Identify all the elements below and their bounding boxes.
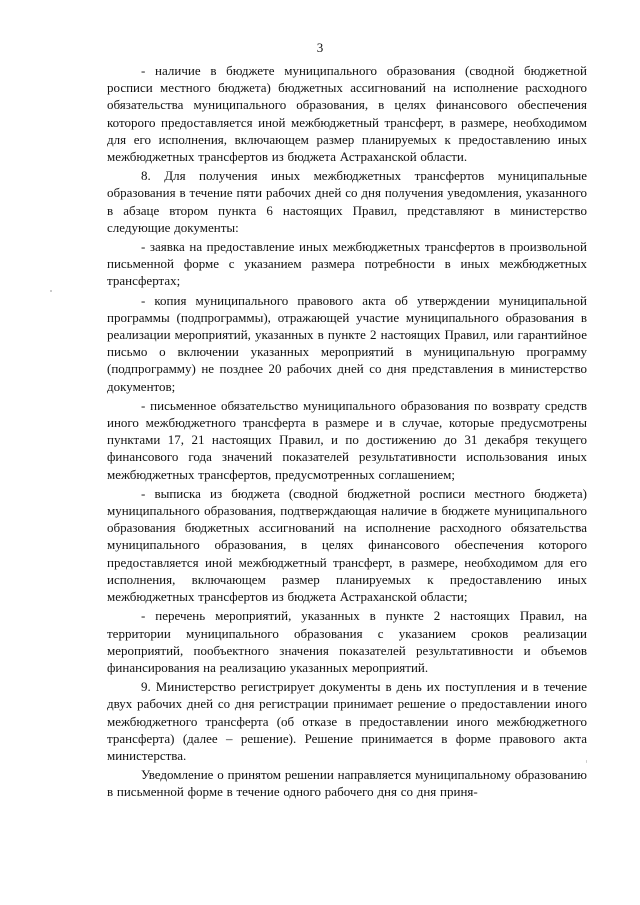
paragraph-notification: Уведомление о принятом решении направляется муниципальному образованию в письменной форме в течение одного рабочего дня со дня приня- bbox=[107, 767, 587, 800]
paragraph-written-obligation: - письменное обязательство муниципального образования по возврату средств иного межбюджетного трансферта в размере и в случае, которые предусмотрены пунктами 17, 21 настоящих Правил, и по достижению до 31 декабря текущего финансового года значений показателей результативности использования иных межбюджетных трансфертов, предусмотренных соглашением; bbox=[107, 397, 587, 482]
page-number: 3 bbox=[316, 40, 324, 55]
paragraph-legal-act-copy: - копия муниципального правового акта об утверждении муниципальной программы (подпрограммы), отражающей участие муниципального образования в реализации мероприятий, указанных в пункте 2 настоящих Правил, или гарантийное письмо о включении указанных мероприятий в муниципальную программу (подпрограмму) не позднее 20 рабочих дней со дня представления в министерство документов; bbox=[107, 292, 587, 394]
paragraph-item-9: 9. Министерство регистрирует документы в день их поступления и в течение двух рабочих дней со дня регистрации принимает решение о предоставлении иного межбюджетного трансферта (об отказе в предоставлении иного межбюджетного трансферта) (далее – решение). Решение принимается в форме правового акта министерства. bbox=[107, 679, 587, 763]
paragraph-budget-availability: - наличие в бюджете муниципального образования (сводной бюджетной росписи местного бюджета) бюджетных ассигнований на исполнение расходного обязательства муниципального образования, в целях финансового обеспечения которого предоставляется иной межбюджетный трансферт, в размере, необходимом для его исполнения, включающем размер планируемых к предоставлению иных межбюджетных трансфертов из бюджета Астраханской области. bbox=[107, 63, 587, 165]
paragraph-activities-list: - перечень мероприятий, указанных в пункте 2 настоящих Правил, на территории муниципального образования с указанием сроков реализации мероприятий, пообъектного значения показателей результативности и объемов финансирования на реализацию указанных мероприятий. bbox=[107, 608, 587, 675]
scan-speck bbox=[586, 760, 587, 763]
paragraph-budget-extract: - выписка из бюджета (сводной бюджетной росписи местного бюджета) муниципального образования, подтверждающая наличие в бюджете муниципального образования бюджетных ассигнований на исполнение расходного обязательства муниципального образования, в целях финансового обеспечения которого предоставляется иной межбюджетный трансферт, в размере, необходимом для его исполнения, включающем размер планируемых к предоставлению иных межбюджетных трансфертов из бюджета Астраханской области; bbox=[107, 485, 587, 605]
paragraph-item-8: 8. Для получения иных межбюджетных трансфертов муниципальные образования в течение пяти рабочих дней со дня получения уведомления, указанного в абзаце втором пункта 6 настоящих Правил, представляют в министерство следующие документы: bbox=[107, 168, 587, 235]
document-body bbox=[107, 62, 587, 803]
paragraph-application: - заявка на предоставление иных межбюджетных трансфертов в произвольной письменной форме с указанием размера потребности в иных межбюджетных трансфертах; bbox=[107, 239, 587, 289]
scan-speck bbox=[50, 290, 52, 292]
